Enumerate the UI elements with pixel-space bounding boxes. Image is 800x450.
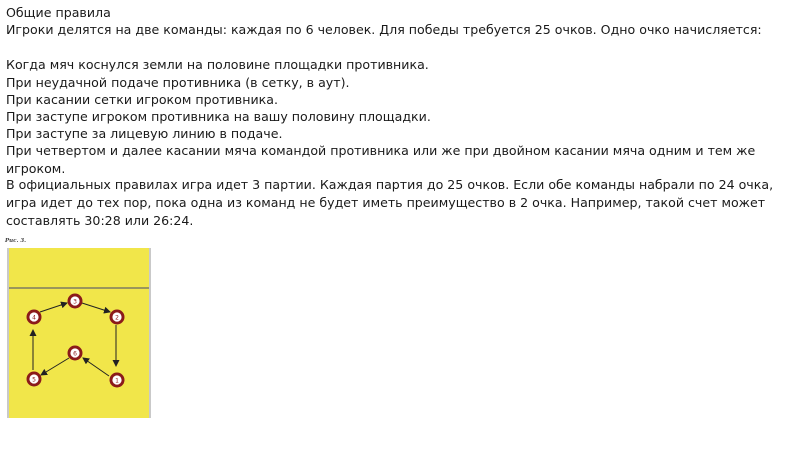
official-rules-line: составлять 30:28 или 26:24.	[6, 212, 194, 228]
figure-caption: Рис. 3.	[5, 238, 27, 244]
rule-point: При четвертом и далее касании мяча командой противника или же при двойном касании мяча одним и тем же игроком.	[6, 143, 756, 176]
rules-text	[6, 4, 796, 177]
arrow-1-to-6	[83, 358, 109, 376]
rules-title: Общие правила	[6, 5, 111, 20]
rules-intro: Игроки делятся на две команды: каждая по 6 человек. Для победы требуется 25 очков. Одно очко начисляется:	[6, 22, 762, 38]
svg-text:4: 4	[32, 314, 36, 322]
svg-text:5: 5	[32, 376, 36, 384]
player-2	[110, 310, 125, 325]
rule-point: При заступе за лицевую линию в подаче.	[6, 126, 283, 142]
svg-text:1: 1	[115, 377, 119, 385]
svg-text:3: 3	[73, 298, 77, 306]
spacer	[6, 38, 796, 56]
player-6	[68, 346, 83, 361]
rule-point: При заступе игроком противника на вашу половину площадки.	[6, 108, 431, 124]
rule-point: При неудачной подаче противника (в сетку, в аут).	[6, 74, 350, 90]
arrow-4-to-3	[40, 303, 67, 312]
player-3	[68, 294, 83, 309]
svg-text:6: 6	[73, 350, 77, 358]
svg-text:2: 2	[115, 314, 119, 322]
arrow-6-to-5	[41, 358, 69, 375]
rule-point: При касании сетки игроком противника.	[6, 91, 278, 107]
official-rules-line: В официальных правилах игра идет 3 партии. Каждая партия до 25 очков. Если обе команды набрали по 24 очка,	[6, 177, 774, 192]
player-1	[110, 373, 125, 388]
rotation-diagram	[9, 248, 149, 418]
official-rules-paragraph	[6, 176, 796, 229]
player-5	[27, 372, 42, 387]
rule-point: Когда мяч коснулся земли на половине площадки противника.	[6, 57, 429, 73]
volleyball-court-diagram	[7, 248, 151, 418]
player-4	[27, 310, 42, 325]
official-rules-line: игра идет до тех пор, пока одна из команд не будет иметь преимущество в 2 очка. Например, такой счет может	[6, 194, 766, 210]
arrow-3-to-2	[82, 303, 110, 312]
